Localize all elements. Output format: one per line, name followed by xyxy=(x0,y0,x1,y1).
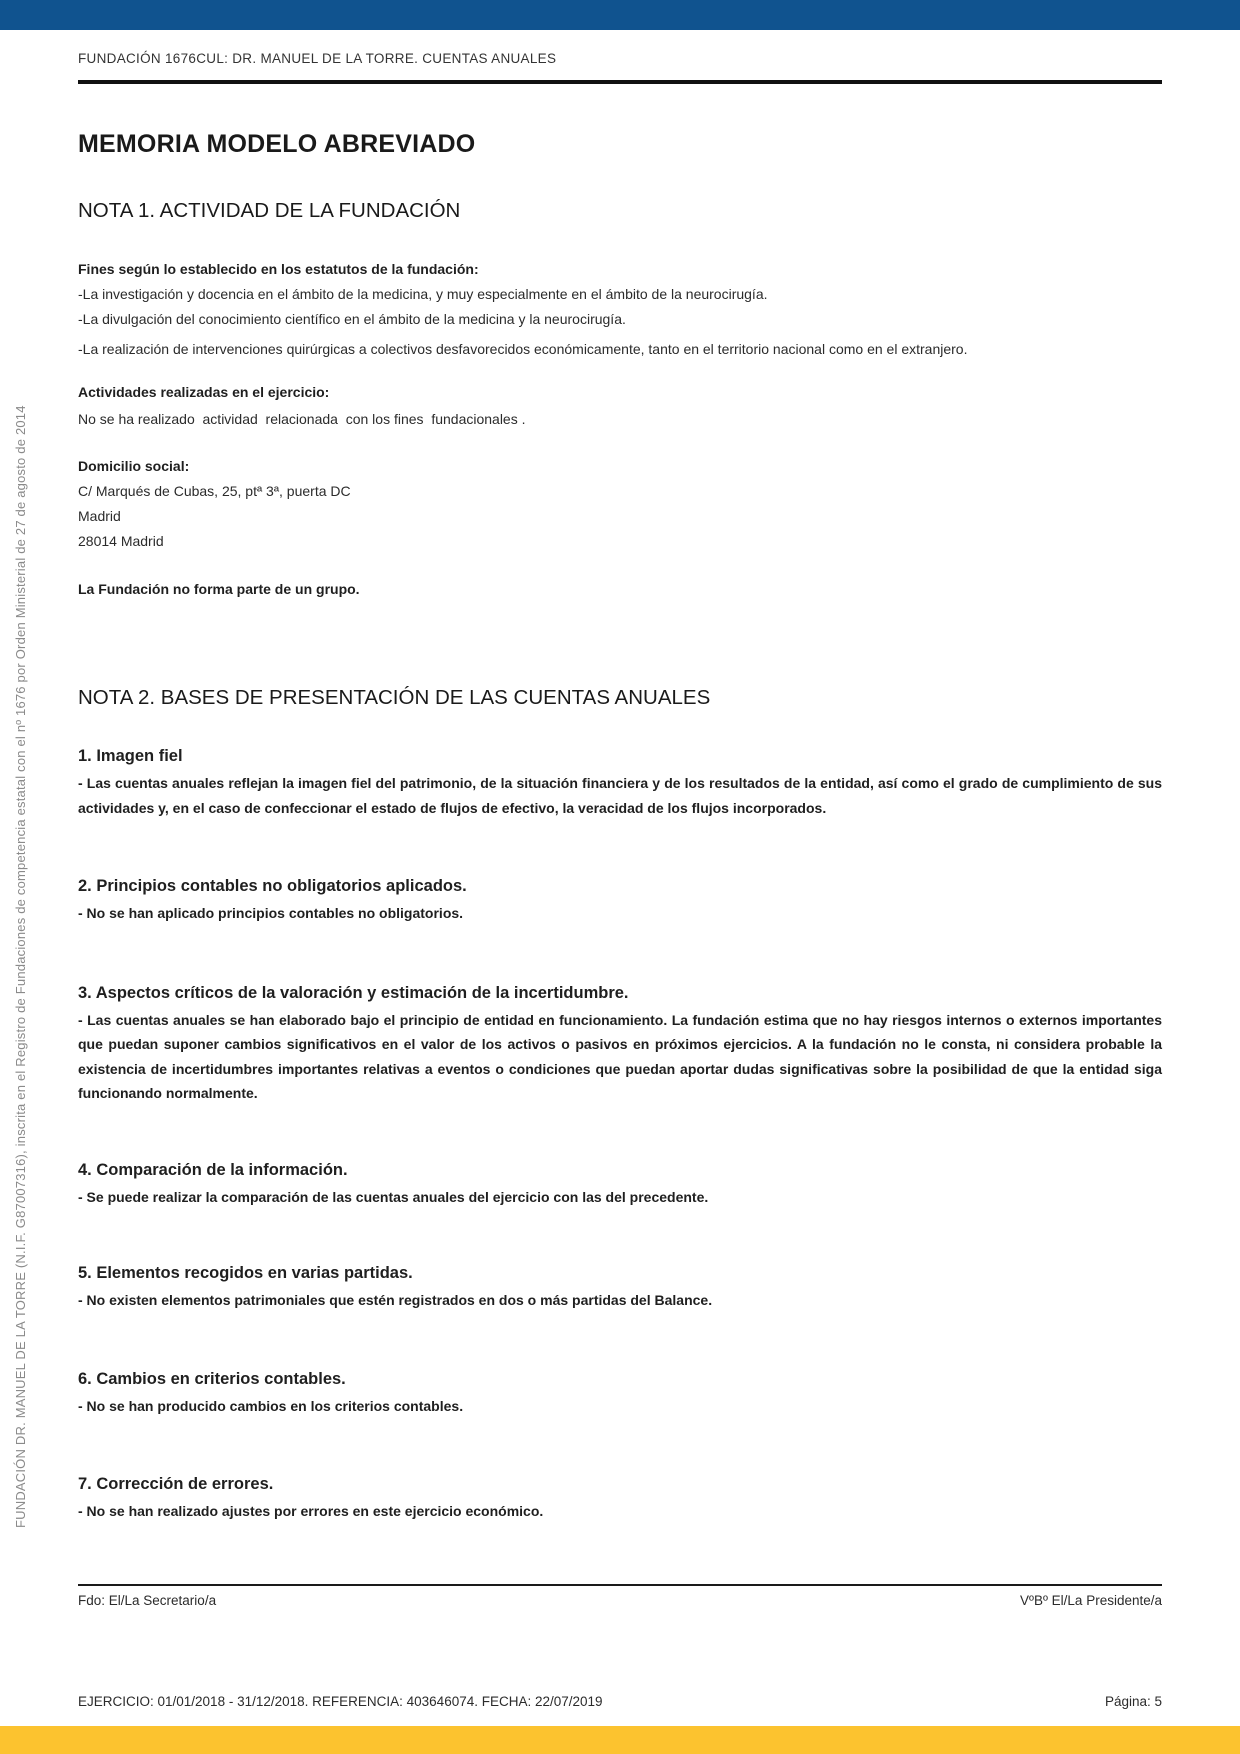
domicilio-label: Domicilio social: xyxy=(78,458,190,474)
footer-exercise-info: EJERCICIO: 01/01/2018 - 31/12/2018. REFERENCIA: 403646074. FECHA: 22/07/2019 xyxy=(78,1694,603,1709)
signature-rule xyxy=(78,1584,1162,1586)
section-title: 7. Corrección de errores. xyxy=(78,1475,274,1493)
section-body: - No se han realizado ajustes por errores en este ejercicio económico. xyxy=(78,1503,544,1519)
section-body: - No se han producido cambios en los criterios contables. xyxy=(78,1397,464,1414)
document-content xyxy=(78,0,1162,1524)
signature-president: VºBº El/La Presidente/a xyxy=(1020,1593,1162,1608)
registry-side-note: FUNDACIÓN DR. MANUEL DE LA TORRE (N.I.F. G87007316), inscrita en el Registro de Fundaciones de competencia estatal con el nº 1676 por Orden Ministerial de 27 de agosto de 2014 xyxy=(13,405,28,1528)
nota2-section xyxy=(78,1472,1162,1524)
section-body: - Las cuentas anuales se han elaborado bajo el principio de entidad en funcionamiento. La fundación estima que no hay riesgos internos o externos importantes que puedan suponer cambios significativos en el valor de los activos o pasivos en próximos ejercicios. A la fundación no le consta, ni considera probable la existencia de incertidumbres importantes relativas a eventos o condiciones que puedan aportar dudas significativas sobre la posibilidad de que la entidad siga funcionando normalmente. xyxy=(78,1011,1162,1101)
header-rule xyxy=(78,80,1162,84)
section-body: - Se puede realizar la comparación de las cuentas anuales del ejercicio con las del precedente. xyxy=(78,1188,709,1205)
domicilio-line: C/ Marqués de Cubas, 25, ptª 3ª, puerta DC xyxy=(78,483,351,499)
domicilio-line: 28014 Madrid xyxy=(78,533,164,549)
section-title: 3. Aspectos críticos de la valoración y estimación de la incertidumbre. xyxy=(78,983,629,1002)
signature-secretary: Fdo: El/La Secretario/a xyxy=(78,1593,217,1608)
fines-item: -La investigación y docencia en el ámbito de la medicina, y muy especialmente en el ámbito de la neurocirugía. xyxy=(78,286,768,302)
nota2-section xyxy=(78,1158,1162,1210)
section-body: - No existen elementos patrimoniales que estén registrados en dos o más partidas del Balance. xyxy=(78,1292,713,1308)
nota2-section xyxy=(78,744,1162,820)
fines-item: -La realización de intervenciones quirúrgicas a colectivos desfavorecidos económicamente, tanto en el territorio nacional como en el extranjero. xyxy=(78,341,968,357)
actividades-label: Actividades realizadas en el ejercicio: xyxy=(78,384,330,400)
signature-row xyxy=(78,1593,1162,1608)
fines-label: Fines según lo establecido en los estatutos de la fundación: xyxy=(78,261,479,277)
nota2-section xyxy=(78,981,1162,1106)
section-title: 6. Cambios en criterios contables. xyxy=(78,1369,346,1388)
nota2-heading: NOTA 2. BASES DE PRESENTACIÓN DE LAS CUENTAS ANUALES xyxy=(78,686,711,709)
section-title: 5. Elementos recogidos en varias partidas. xyxy=(78,1264,413,1282)
section-title: 1. Imagen fiel xyxy=(78,747,183,765)
section-body: - Las cuentas anuales reflejan la imagen fiel del patrimonio, de la situación financiera y de los resultados de la entidad, así como el grado de cumplimiento de sus actividades y, en el caso de confeccionar el estado de flujos de efectivo, la veracidad de los flujos incorporados. xyxy=(78,775,1162,816)
page-title: MEMORIA MODELO ABREVIADO xyxy=(78,130,476,158)
fines-item: -La divulgación del conocimiento científico en el ámbito de la medicina y la neurocirugía. xyxy=(78,311,626,327)
bottom-accent-bar xyxy=(0,1726,1240,1754)
grupo-statement: La Fundación no forma parte de un grupo. xyxy=(78,581,360,597)
actividades-text: No se ha realizado actividad relacionada con los fines fundacionales . xyxy=(78,411,526,427)
section-title: 2. Principios contables no obligatorios aplicados. xyxy=(78,877,467,895)
document-header: FUNDACIÓN 1676CUL: DR. MANUEL DE LA TORRE. CUENTAS ANUALES xyxy=(78,51,557,66)
footer-page-number: Página: 5 xyxy=(1104,1694,1162,1709)
domicilio-line: Madrid xyxy=(78,508,121,524)
nota2-section xyxy=(78,1367,1162,1419)
nota1-heading: NOTA 1. ACTIVIDAD DE LA FUNDACIÓN xyxy=(78,199,461,222)
section-body: - No se han aplicado principios contables no obligatorios. xyxy=(78,905,464,921)
footer-row xyxy=(78,1694,1162,1709)
nota2-section xyxy=(78,874,1162,926)
nota2-section xyxy=(78,1261,1162,1313)
section-title: 4. Comparación de la información. xyxy=(78,1160,348,1179)
